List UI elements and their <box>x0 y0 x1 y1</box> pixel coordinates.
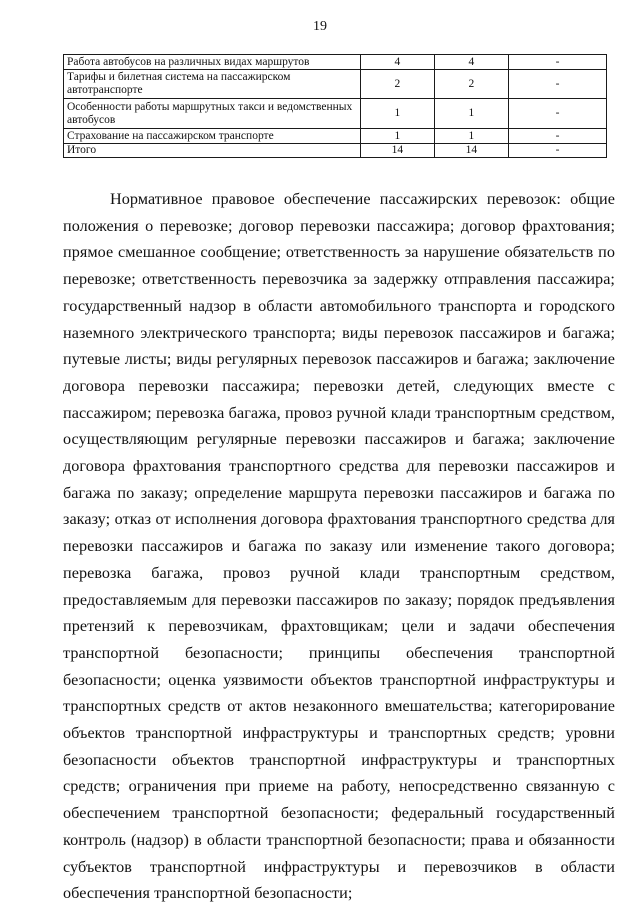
table-cell-topic: Тарифы и билетная система на пассажирском автотранспорте <box>64 70 361 99</box>
table-cell-hours: - <box>508 129 606 144</box>
table-cell-topic: Итого <box>64 144 361 158</box>
body-paragraph: Нормативное правовое обеспечение пассажирских перевозок: общие положения о перевозке; договор перевозки пассажира; договор фрахтования; прямое смешанное сообщение; ответственность за нарушение обязательств по перевозке; ответственность перевозчика за задержку отправления пассажира; государственный надзор в области автомобильного транспорта и городского наземного электрического транспорта; виды перевозок пассажиров и багажа; путевые листы; виды регулярных перевозок пассажиров и багажа; заключение договора перевозки пассажира; перевозки детей, следующих вместе с пассажиром; перевозка багажа, провоз ручной клади транспортным средством, осуществляющим регулярные перевозки пассажиров и багажа; заключение договора фрахтования транспортного средства для перевозки пассажиров и багажа по заказу; определение маршрута перевозки пассажиров и багажа по заказу; отказ от исполнения договора фрахтования транспортного средства для перевозки пассажиров и багажа по заказу или изменение такого договора; перевозка багажа, провоз ручной клади транспортным средством, предоставляемым для перевозки пассажиров по заказу; порядок предъявления претензий к перевозчикам, фрахтовщикам; цели и задачи обеспечения транспортной безопасности; принципы обеспечения транспортной безопасности; оценка уязвимости объектов транспортной инфраструктуры и транспортных средств от актов незаконного вмешательства; категорирование объектов транспортной инфраструктуры и транспортных средств; уровни безопасности объектов транспортной инфраструктуры и транспортных средств; ограничения при приеме на работу, непосредственно связанную с обеспечением транспортной безопасности; федеральный государственный контроль (надзор) в области транспортной безопасности; права и обязанности субъектов транспортной инфраструктуры и перевозчиков в области обеспечения транспортной безопасности; <box>63 190 615 903</box>
table-cell-hours: 1 <box>360 129 434 144</box>
table-cell-hours: - <box>508 70 606 99</box>
table-row <box>64 99 607 129</box>
table-cell-hours: 4 <box>434 55 508 70</box>
table-cell-hours: 2 <box>360 70 434 99</box>
table-row-total <box>64 144 607 158</box>
table-cell-hours: 4 <box>360 55 434 70</box>
table-cell-hours: 1 <box>360 99 434 129</box>
table-row <box>64 129 607 144</box>
table-cell-topic: Особенности работы маршрутных такси и ведомственных автобусов <box>64 99 361 129</box>
table-cell-hours: 1 <box>434 99 508 129</box>
table-cell-hours: 2 <box>434 70 508 99</box>
table-cell-hours: 14 <box>360 144 434 158</box>
table-cell-hours: - <box>508 55 606 70</box>
table-cell-hours: - <box>508 99 606 129</box>
table-cell-hours: - <box>508 144 606 158</box>
table-cell-topic: Работа автобусов на различных видах маршрутов <box>64 55 361 70</box>
page-number: 19 <box>313 19 327 34</box>
table-cell-hours: 1 <box>434 129 508 144</box>
table-row <box>64 70 607 99</box>
table-row <box>64 55 607 70</box>
table-cell-topic: Страхование на пассажирском транспорте <box>64 129 361 144</box>
table-cell-hours: 14 <box>434 144 508 158</box>
hours-table <box>63 54 607 158</box>
